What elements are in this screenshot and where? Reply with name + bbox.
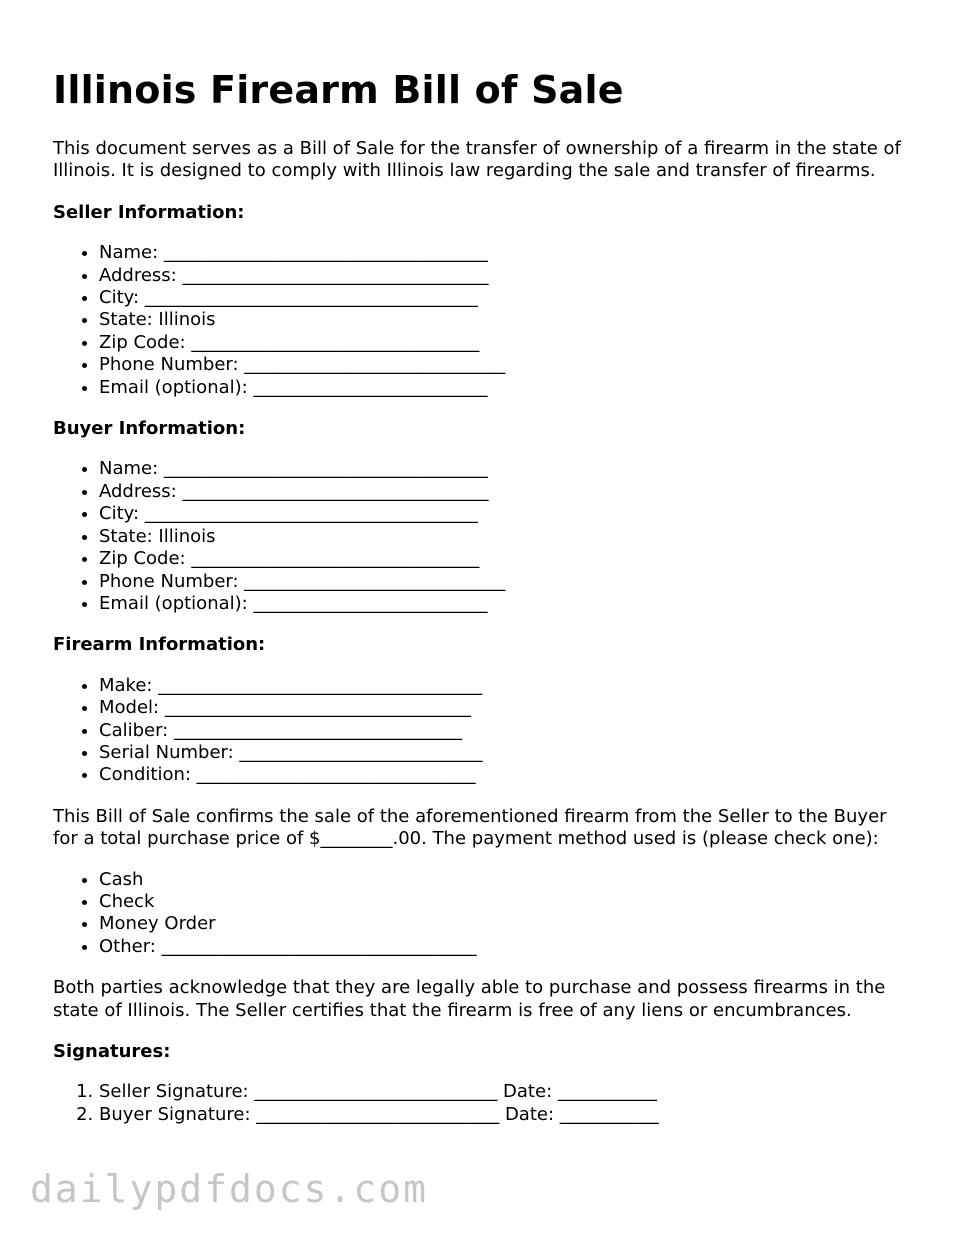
- buyer-address-field: • Address: __________________________________: [99, 481, 913, 503]
- buyer-city-field: • City: _____________________________________: [99, 503, 913, 525]
- firearm-serial-field: • Serial Number: ___________________________: [99, 742, 913, 764]
- seller-name-field: • Name: ____________________________________: [99, 242, 913, 264]
- watermark: dailypdfdocs.com: [30, 1167, 429, 1211]
- signatures-list: [53, 1081, 913, 1126]
- payment-method-list: [53, 869, 913, 959]
- seller-zip-field: • Zip Code: ________________________________: [99, 332, 913, 354]
- seller-address-field: • Address: __________________________________: [99, 265, 913, 287]
- buyer-state-field: • State: Illinois: [99, 526, 913, 548]
- firearm-condition-field: • Condition: _______________________________: [99, 764, 913, 786]
- sale-paragraph: This Bill of Sale confirms the sale of the aforementioned firearm from the Seller to the Buyer for a total purchase price of $________.00. The payment method used is (please check one):: [53, 805, 887, 850]
- buyer-signature-line: 2. Buyer Signature: ___________________________ Date: ___________: [99, 1104, 913, 1126]
- payment-cash: • Cash: [99, 869, 913, 891]
- document-title: Illinois Firearm Bill of Sale: [53, 68, 624, 112]
- payment-other: • Other: ___________________________________: [99, 936, 913, 958]
- buyer-name-field: • Name: ____________________________________: [99, 458, 913, 480]
- firearm-caliber-field: • Caliber: ________________________________: [99, 720, 913, 742]
- document-page: [53, 62, 913, 1126]
- firearm-model-field: • Model: __________________________________: [99, 697, 913, 719]
- seller-state-field: • State: Illinois: [99, 309, 913, 331]
- signatures-heading: Signatures:: [53, 1041, 171, 1062]
- payment-money-order: • Money Order: [99, 913, 913, 935]
- payment-check: • Check: [99, 891, 913, 913]
- buyer-zip-field: • Zip Code: ________________________________: [99, 548, 913, 570]
- firearm-info-list: [53, 675, 913, 787]
- buyer-info-list: [53, 458, 913, 615]
- seller-info-list: [53, 242, 913, 399]
- seller-heading: Seller Information:: [53, 201, 245, 223]
- firearm-heading: Firearm Information:: [53, 634, 266, 656]
- seller-email-field: • Email (optional): __________________________: [99, 377, 913, 399]
- seller-signature-line: 1. Seller Signature: ___________________________ Date: ___________: [99, 1081, 913, 1103]
- acknowledgement-paragraph: Both parties acknowledge that they are legally able to purchase and possess firearms in the state of Illinois. The Seller certifies that the firearm is free of any liens or encumbrances.: [53, 977, 886, 1021]
- firearm-make-field: • Make: ____________________________________: [99, 675, 913, 697]
- buyer-phone-field: • Phone Number: _____________________________: [99, 571, 913, 593]
- buyer-heading: Buyer Information:: [53, 418, 246, 440]
- seller-phone-field: • Phone Number: _____________________________: [99, 354, 913, 376]
- buyer-email-field: • Email (optional): __________________________: [99, 593, 913, 615]
- seller-city-field: • City: _____________________________________: [99, 287, 913, 309]
- intro-paragraph: This document serves as a Bill of Sale for the transfer of ownership of a firearm in the state of Illinois. It is designed to comply with Illinois law regarding the sale and transfer of firearms.: [53, 138, 901, 182]
